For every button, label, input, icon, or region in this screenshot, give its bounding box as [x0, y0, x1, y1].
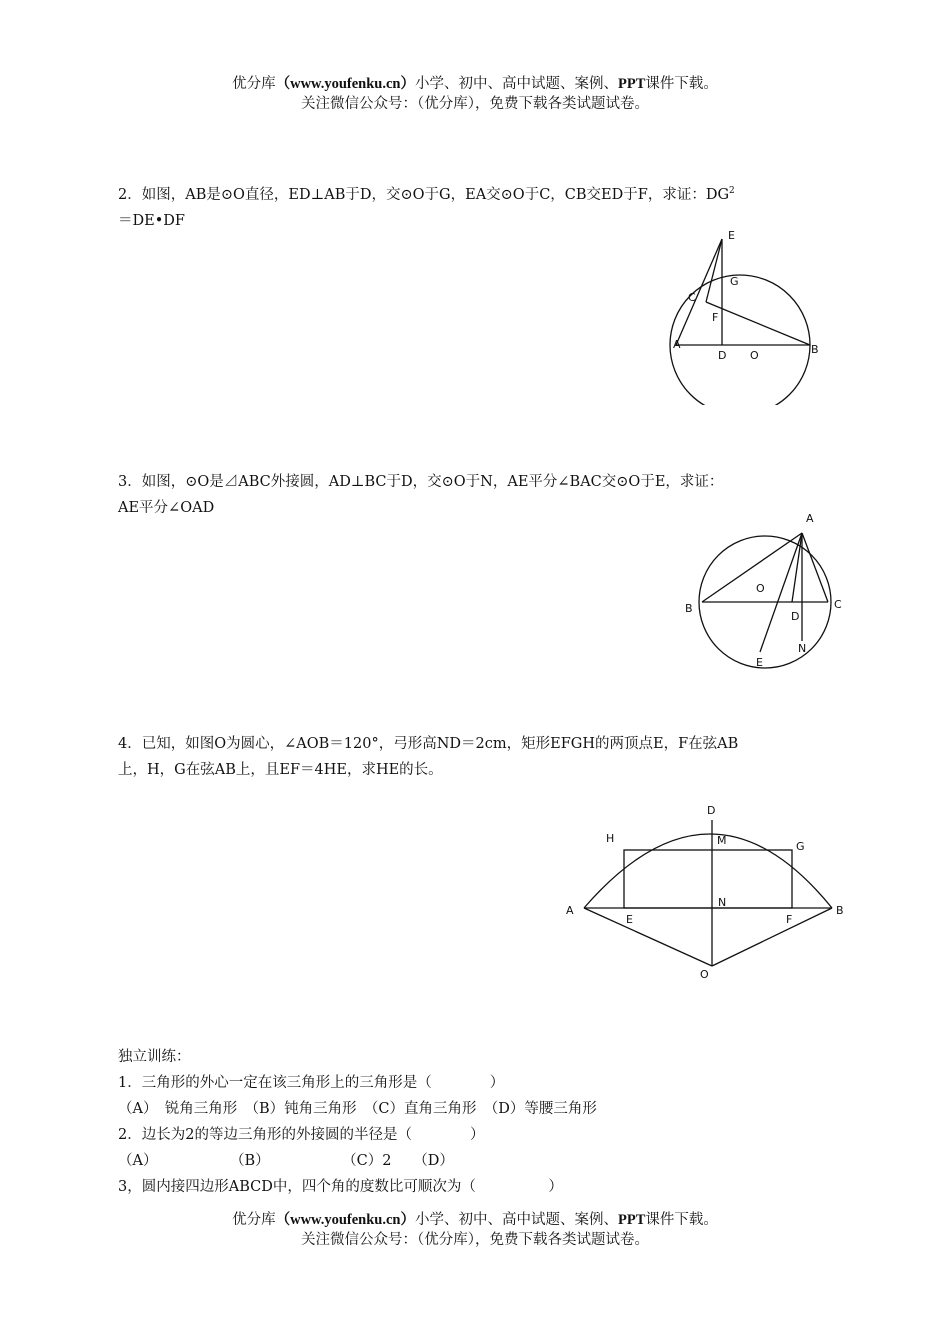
figure-problem-3 — [680, 508, 850, 678]
fig4-label-O: O — [700, 968, 709, 981]
fig2-label-E: E — [728, 229, 735, 242]
training-question-1-options: （A） 锐角三角形 （B）钝角三角形 （C）直角三角形 （D）等腰三角形 — [118, 1101, 597, 1117]
problem-4-line-2: 上，H，G在弦AB上，且EF＝4HE，求HE的长。 — [118, 762, 443, 778]
fig3-label-O: O — [756, 582, 765, 595]
fig4-label-A: A — [566, 904, 574, 917]
fig2-label-F: F — [712, 311, 719, 324]
fig3-label-B: B — [685, 602, 693, 615]
fig2-label-A: A — [673, 338, 681, 351]
fig4-label-E: E — [626, 913, 633, 926]
problem-2-line-1 — [118, 182, 735, 208]
fig4-label-G: G — [796, 840, 805, 853]
footer-line-1 — [0, 1210, 950, 1230]
fig3-label-D: D — [791, 610, 800, 623]
figure-problem-4 — [560, 798, 860, 990]
fig2-label-G: G — [730, 275, 739, 288]
superscript-2: 2 — [729, 186, 735, 196]
training-question-2-options: （A） （B） （C）2 （D） — [118, 1153, 454, 1169]
fig3-line-AO — [792, 533, 802, 602]
problem-2-text: 2．如图，AB是⊙O直径，ED⊥AB于D，交⊙O于G，EA交⊙O于C，CB交ED于F，求证：DG — [118, 187, 730, 203]
fig2-label-C: C — [688, 291, 696, 304]
fig3-line-AB — [702, 533, 802, 602]
problem-2-line-2: ＝DE•DF — [118, 213, 185, 229]
page-header — [0, 74, 950, 114]
fig3-label-E: E — [756, 656, 763, 669]
fig4-radius-OB — [712, 908, 832, 966]
footer-tail: 课件下载。 — [645, 1212, 718, 1228]
header-line-2: 关注微信公众号：（优分库），免费下载各类试题试卷。 — [301, 96, 649, 112]
footer-site-url[interactable]: （www.youfenku.cn） — [275, 1212, 415, 1228]
fig4-label-N: N — [718, 896, 727, 909]
training-question-1: 1．三角形的外心一定在该三角形上的三角形是（ ） — [118, 1075, 505, 1091]
footer-ppt: PPT — [618, 1212, 646, 1228]
fig4-label-B: B — [836, 904, 844, 917]
header-ppt: PPT — [618, 76, 646, 92]
training-question-2: 2．边长为2的等边三角形的外接圆的半径是（ ） — [118, 1127, 485, 1143]
fig2-label-D: D — [718, 349, 727, 362]
page-footer — [0, 1210, 950, 1250]
problem-3-line-2: AE平分∠OAD — [118, 500, 215, 516]
training-title: 独立训练： — [118, 1049, 191, 1065]
fig3-line-AE — [760, 533, 802, 652]
site-url[interactable]: （www.youfenku.cn） — [275, 76, 415, 92]
header-line-1 — [0, 74, 950, 94]
figure-problem-2 — [668, 225, 828, 405]
header-text: 小学、初中、高中试题、案例、 — [415, 76, 618, 92]
fig3-label-A: A — [806, 512, 814, 525]
fig4-label-M: M — [717, 834, 727, 847]
fig4-radius-OA — [584, 908, 712, 966]
problem-4-line-1: 4．已知，如图O为圆心，∠AOB＝120°，弓形高ND＝2cm，矩形EFGH的两顶点E，F在弦AB — [118, 736, 739, 752]
header-tail: 课件下载。 — [645, 76, 718, 92]
fig3-label-N: N — [798, 642, 807, 655]
footer-brand-name: 优分库 — [232, 1212, 276, 1228]
fig3-line-AC — [802, 533, 828, 602]
footer-line-2: 关注微信公众号：（优分库），免费下载各类试题试卷。 — [301, 1232, 649, 1248]
fig4-arc — [584, 834, 832, 908]
fig4-rectangle-EFGH — [624, 850, 792, 908]
training-question-3: 3，圆内接四边形ABCD中，四个角的度数比可顺次为（ ） — [118, 1179, 563, 1195]
fig2-label-B: B — [811, 343, 819, 356]
fig4-label-F: F — [786, 913, 793, 926]
brand-name: 优分库 — [232, 76, 276, 92]
fig2-label-O: O — [750, 349, 759, 362]
fig3-label-C: C — [834, 598, 842, 611]
footer-text: 小学、初中、高中试题、案例、 — [415, 1212, 618, 1228]
problem-3-line-1: 3．如图，⊙O是⊿ABC外接圆，AD⊥BC于D，交⊙O于N，AE平分∠BAC交⊙O于E，求证： — [118, 474, 724, 490]
fig4-label-D: D — [707, 804, 716, 817]
fig2-line-EA — [676, 239, 722, 345]
fig4-label-H: H — [606, 832, 615, 845]
